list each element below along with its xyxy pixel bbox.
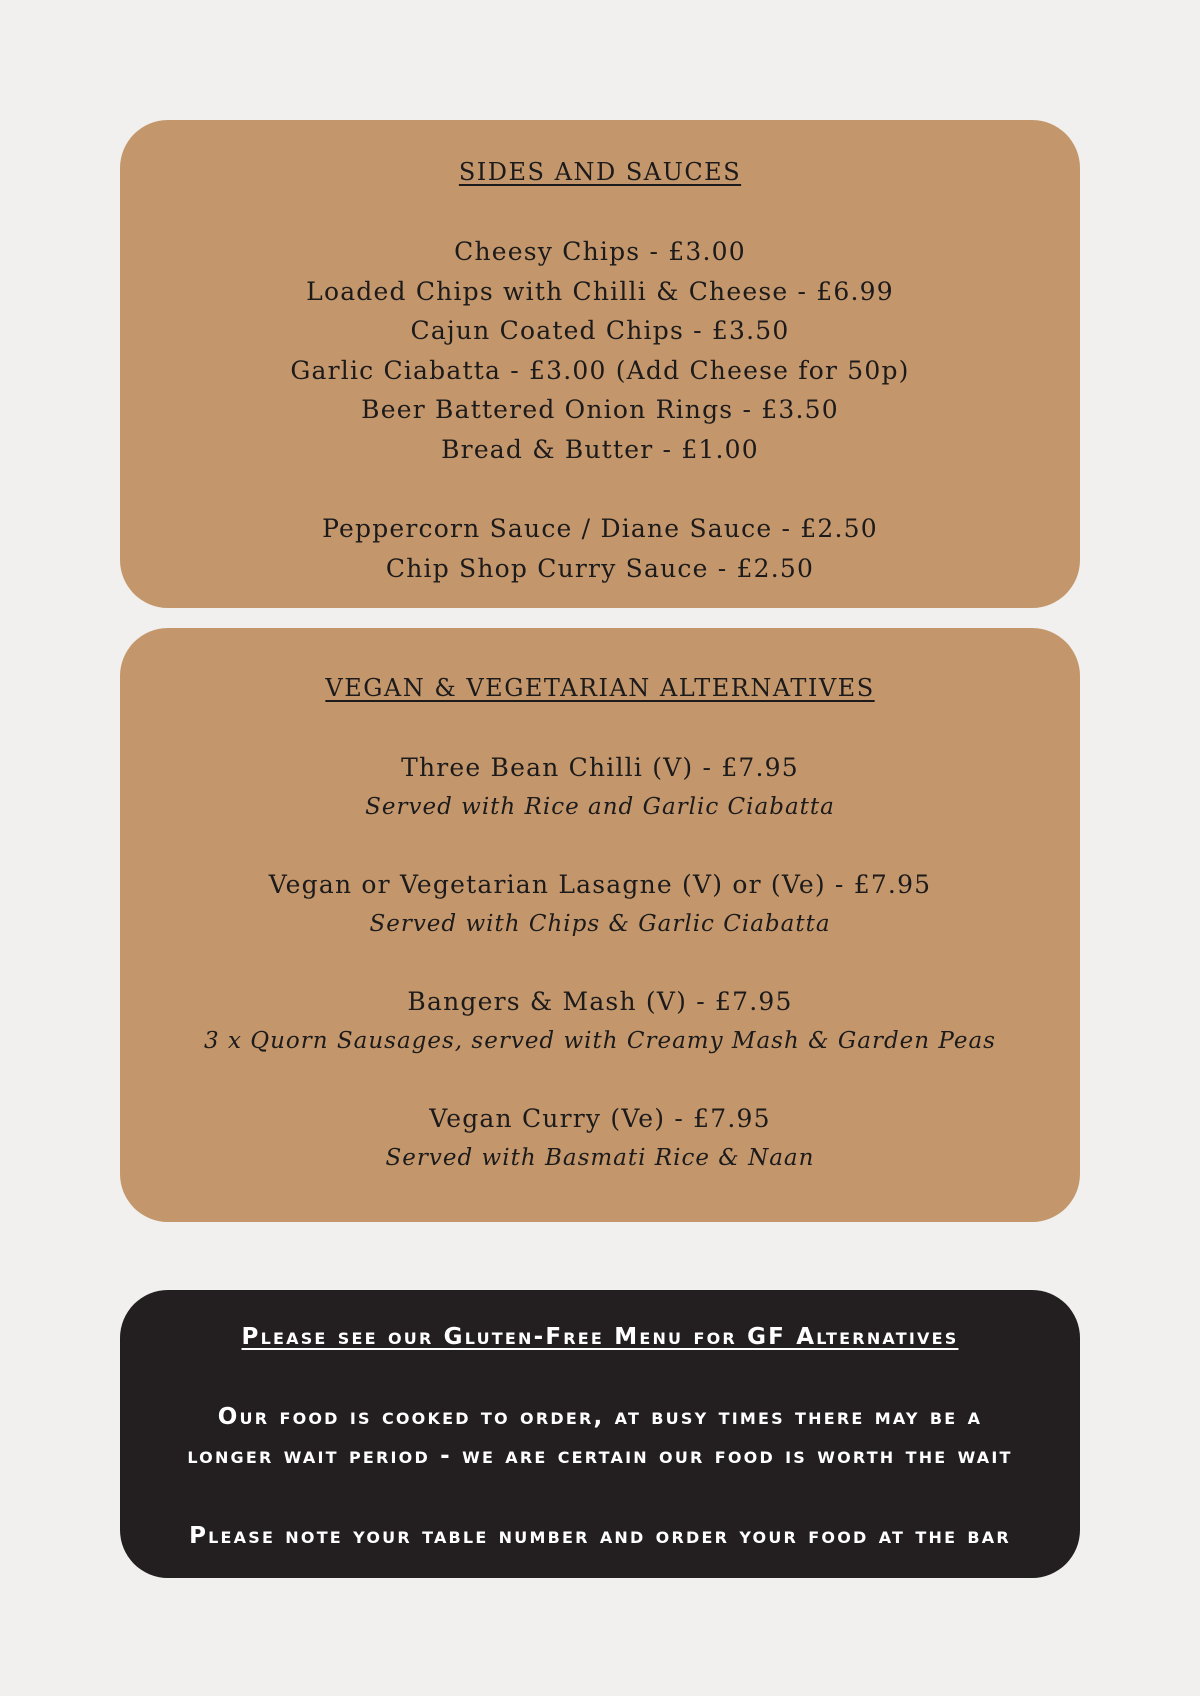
vegan-heading: VEGAN & VEGETARIAN ALTERNATIVES [325, 674, 875, 702]
gluten-free-notice: Please see our Gluten-Free Menu for GF Alternatives [241, 1324, 959, 1350]
wait-notice-line: Our food is cooked to order, at busy times there may be a [217, 1403, 983, 1430]
spacer [120, 469, 1080, 509]
dish-description: 3 x Quorn Sausages, served with Creamy Mash & Garden Peas [204, 1027, 996, 1054]
order-notice-line: Please note your table number and order your food at the bar [189, 1522, 1011, 1549]
side-item: Garlic Ciabatta - £3.00 (Add Cheese for 50p) [290, 355, 910, 385]
menu-item [120, 1099, 1080, 1178]
menu-item [120, 982, 1080, 1061]
dish-name: Bangers & Mash (V) - £7.95 [407, 987, 793, 1016]
dish-name: Vegan or Vegetarian Lasagne (V) or (Ve) - £7.95 [268, 870, 932, 899]
sides-heading: SIDES AND SAUCES [458, 158, 742, 186]
order-notice [120, 1517, 1080, 1557]
side-item: Cajun Coated Chips - £3.50 [410, 316, 790, 345]
sauces-list [120, 509, 1080, 588]
sides-and-sauces-card [120, 120, 1080, 608]
menu-item [120, 748, 1080, 827]
info-notice-card [120, 1290, 1080, 1578]
dish-name: Three Bean Chilli (V) - £7.95 [401, 753, 799, 782]
sauce-item: Peppercorn Sauce / Diane Sauce - £2.50 [322, 514, 878, 543]
side-item: Bread & Butter - £1.00 [441, 434, 759, 464]
wait-notice-line: longer wait period - we are certain our food is worth the wait [187, 1443, 1013, 1469]
wait-time-notice [120, 1398, 1080, 1477]
dish-description: Served with Chips & Garlic Ciabatta [369, 910, 831, 937]
menu-item [120, 865, 1080, 944]
side-item: Beer Battered Onion Rings - £3.50 [361, 395, 839, 424]
dish-description: Served with Rice and Garlic Ciabatta [365, 793, 835, 820]
dish-name: Vegan Curry (Ve) - £7.95 [429, 1104, 771, 1133]
sauce-item: Chip Shop Curry Sauce - £2.50 [385, 553, 815, 583]
side-item: Loaded Chips with Chilli & Cheese - £6.99 [306, 276, 894, 306]
side-item: Cheesy Chips - £3.00 [454, 237, 746, 266]
dish-description: Served with Basmati Rice & Naan [385, 1144, 815, 1171]
vegan-vegetarian-card [120, 628, 1080, 1222]
sides-list [120, 232, 1080, 469]
